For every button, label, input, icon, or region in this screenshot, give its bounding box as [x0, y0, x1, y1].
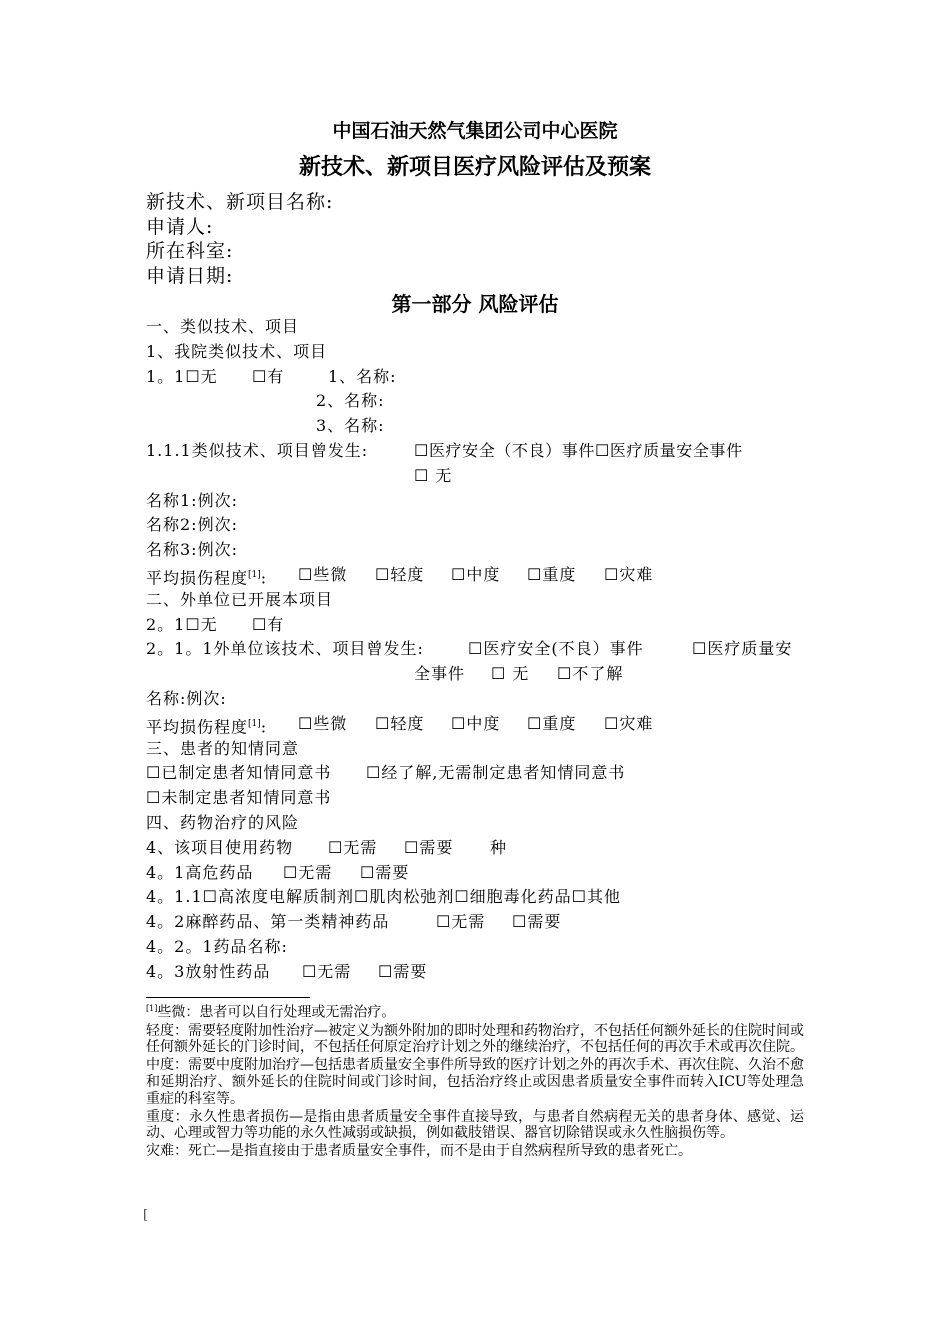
- list-item: [146, 836, 811, 861]
- section-4-heading: 四、药物治疗的风险: [146, 812, 300, 832]
- list-item: [146, 861, 811, 886]
- checkbox-mild[interactable]: ☐轻度: [375, 564, 425, 584]
- name-cases: 名称:例次:: [146, 688, 227, 708]
- kinds-label: 种: [490, 837, 508, 857]
- injury-degree-label: 平均损伤程度[1]:: [146, 568, 268, 588]
- footnote-mild: 轻度：需要轻度附加性治疗—被定义为额外附加的即时处理和药物治疗，不包括任何额外延长的住院时间或任何额外延长的门诊时间，不包括任何原定治疗计划之外的继续治疗，不包括任何的再次手术或再次住院。: [146, 1022, 804, 1056]
- checkbox-disaster[interactable]: ☐灾难: [604, 564, 654, 584]
- page-mark: [: [143, 1208, 149, 1223]
- checkbox-none[interactable]: 1。1☐无: [146, 366, 218, 386]
- footnote-moderate: 中度：需要中度附加治疗—包括患者质量安全事件所导致的医疗计划之外的再次手术、再次住院、久治不愈和延期治疗、额外延长的住院时间或门诊时间，包括治疗终止或因患者质量安全事件而转入ICU等处理急重症的科室等。: [146, 1057, 804, 1107]
- footnote-slight: [1]些微：患者可以自行处理或无需治疗。: [146, 1004, 396, 1021]
- item-4-1-1-checkboxes[interactable]: 4。1.1☐高浓度电解质制剂☐肌肉松弛剂☐细胞毒化药品☐其他: [146, 887, 622, 907]
- checkbox-none[interactable]: ☐ 无: [491, 664, 530, 684]
- checkbox-consent-not-needed[interactable]: ☐经了解,无需制定患者知情同意书: [366, 763, 626, 783]
- footnote-disaster: 灾难：死亡—是指直接由于患者质量安全事件，而不是由于自然病程所导致的患者死亡。: [146, 1143, 692, 1160]
- checkbox-quality-event[interactable]: ☐医疗质量安: [692, 639, 793, 659]
- applicant-label: 申请人:: [146, 215, 214, 238]
- name-1-cases: 名称1:例次:: [146, 490, 238, 510]
- list-item: [146, 687, 811, 712]
- list-item: [146, 365, 811, 390]
- checkbox-unknown[interactable]: ☐不了解: [557, 664, 624, 684]
- checkbox-mild[interactable]: ☐轻度: [375, 713, 425, 733]
- checkbox-severe[interactable]: ☐重度: [527, 713, 577, 733]
- section-heading: [146, 737, 811, 762]
- injury-degree-row: [146, 563, 811, 588]
- application-fields: [146, 190, 333, 288]
- department-label: 所在科室:: [146, 240, 234, 262]
- footnotes: [146, 1001, 804, 1162]
- name-3-cases: 名称3:例次:: [146, 540, 238, 560]
- section-heading: [146, 588, 811, 613]
- item-4-2-label: 4。2麻醉药品、第一类精神药品: [146, 912, 390, 932]
- list-item: [146, 489, 811, 514]
- checkbox-yes[interactable]: ☐有: [252, 614, 285, 634]
- list-item: [146, 786, 811, 811]
- item-4-label: 4、该项目使用药物: [146, 837, 294, 857]
- similar-name-3-label: 3、名称:: [316, 416, 385, 436]
- item-1: 1、我院类似技术、项目: [146, 341, 328, 361]
- name-2-cases: 名称2:例次:: [146, 515, 238, 535]
- list-item: [146, 935, 811, 960]
- list-item: [146, 439, 811, 464]
- list-item: [146, 613, 811, 638]
- section-2-heading: 二、外单位已开展本项目: [146, 589, 334, 609]
- footnote-separator: [146, 997, 310, 998]
- risk-assessment-body: [146, 315, 811, 985]
- checkbox-none[interactable]: 2。1☐无: [146, 614, 218, 634]
- list-item: [146, 513, 811, 538]
- item-2-1-1-label: 2。1。1外单位该技术、项目曾发生:: [146, 639, 424, 659]
- item-4-1-label: 4。1高危药品: [146, 862, 254, 882]
- similar-name-1-label: 1、名称:: [328, 366, 397, 386]
- item-4-3-label: 4。3放射性药品: [146, 961, 271, 981]
- checkbox-disaster[interactable]: ☐灾难: [604, 713, 654, 733]
- list-item: [146, 637, 811, 662]
- checkbox-consent-made[interactable]: ☐已制定患者知情同意书: [146, 763, 332, 783]
- injury-degree-label: 平均损伤程度[1]:: [146, 717, 268, 737]
- footnote-severe: 重度：永久性患者损伤—是指由患者质量安全事件直接导致，与患者自然病程无关的患者身体、感觉、运动、心理或智力等功能的永久性减弱或缺损，例如截肢错误、器官切除错误或永久性脑损伤等。: [146, 1108, 804, 1142]
- section-heading: [146, 811, 811, 836]
- checkbox-not-needed[interactable]: ☐无需: [436, 912, 486, 932]
- quality-event-cont: 全事件: [414, 664, 466, 684]
- checkbox-consent-not-made[interactable]: ☐未制定患者知情同意书: [146, 788, 332, 808]
- list-item: [146, 960, 811, 985]
- checkbox-not-needed[interactable]: ☐无需: [328, 837, 378, 857]
- section-heading: [146, 315, 811, 340]
- list-item: [146, 538, 811, 563]
- checkbox-yes[interactable]: ☐有: [252, 366, 285, 386]
- doc-title: 新技术、新项目医疗风险评估及预案: [298, 154, 651, 180]
- checkbox-not-needed[interactable]: ☐无需: [283, 862, 333, 882]
- similar-name-2-label: 2、名称:: [316, 391, 385, 411]
- section-1-heading: 一、类似技术、项目: [146, 317, 300, 336]
- checkbox-slight[interactable]: ☐些微: [298, 713, 348, 733]
- list-item: [146, 910, 811, 935]
- project-name-label: 新技术、新项目名称:: [146, 191, 334, 213]
- apply-date-label: 申请日期:: [146, 264, 234, 287]
- checkbox-needed[interactable]: ☐需要: [404, 837, 454, 857]
- checkbox-needed[interactable]: ☐需要: [360, 862, 410, 882]
- item-4-2-1-label: 4。2。1药品名称:: [146, 936, 288, 956]
- org-title: 中国石油天然气集团公司中心医院: [332, 120, 618, 142]
- checkbox-adverse-event[interactable]: ☐医疗安全(不良）事件: [468, 639, 644, 659]
- list-item: [146, 414, 811, 439]
- checkbox-needed[interactable]: ☐需要: [378, 961, 428, 981]
- item-1-1-1-label: 1.1.1类似技术、项目曾发生:: [146, 440, 369, 460]
- list-item: [146, 885, 811, 910]
- list-item: [146, 464, 811, 489]
- checkbox-severe[interactable]: ☐重度: [527, 564, 577, 584]
- checkbox-needed[interactable]: ☐需要: [512, 912, 562, 932]
- list-item: [146, 389, 811, 414]
- event-type-checkboxes[interactable]: ☐医疗安全（不良）事件☐医疗质量安全事件: [414, 440, 743, 460]
- part1-title: 第一部分 风险评估: [391, 292, 559, 316]
- checkbox-slight[interactable]: ☐些微: [298, 564, 348, 584]
- checkbox-not-needed[interactable]: ☐无需: [302, 961, 352, 981]
- checkbox-none[interactable]: ☐ 无: [414, 465, 453, 485]
- list-item: [146, 662, 811, 687]
- checkbox-moderate[interactable]: ☐中度: [451, 713, 501, 733]
- list-item: [146, 340, 811, 365]
- section-3-heading: 三、患者的知情同意: [146, 738, 300, 758]
- checkbox-moderate[interactable]: ☐中度: [451, 564, 501, 584]
- injury-degree-row: [146, 712, 811, 737]
- list-item: [146, 761, 811, 786]
